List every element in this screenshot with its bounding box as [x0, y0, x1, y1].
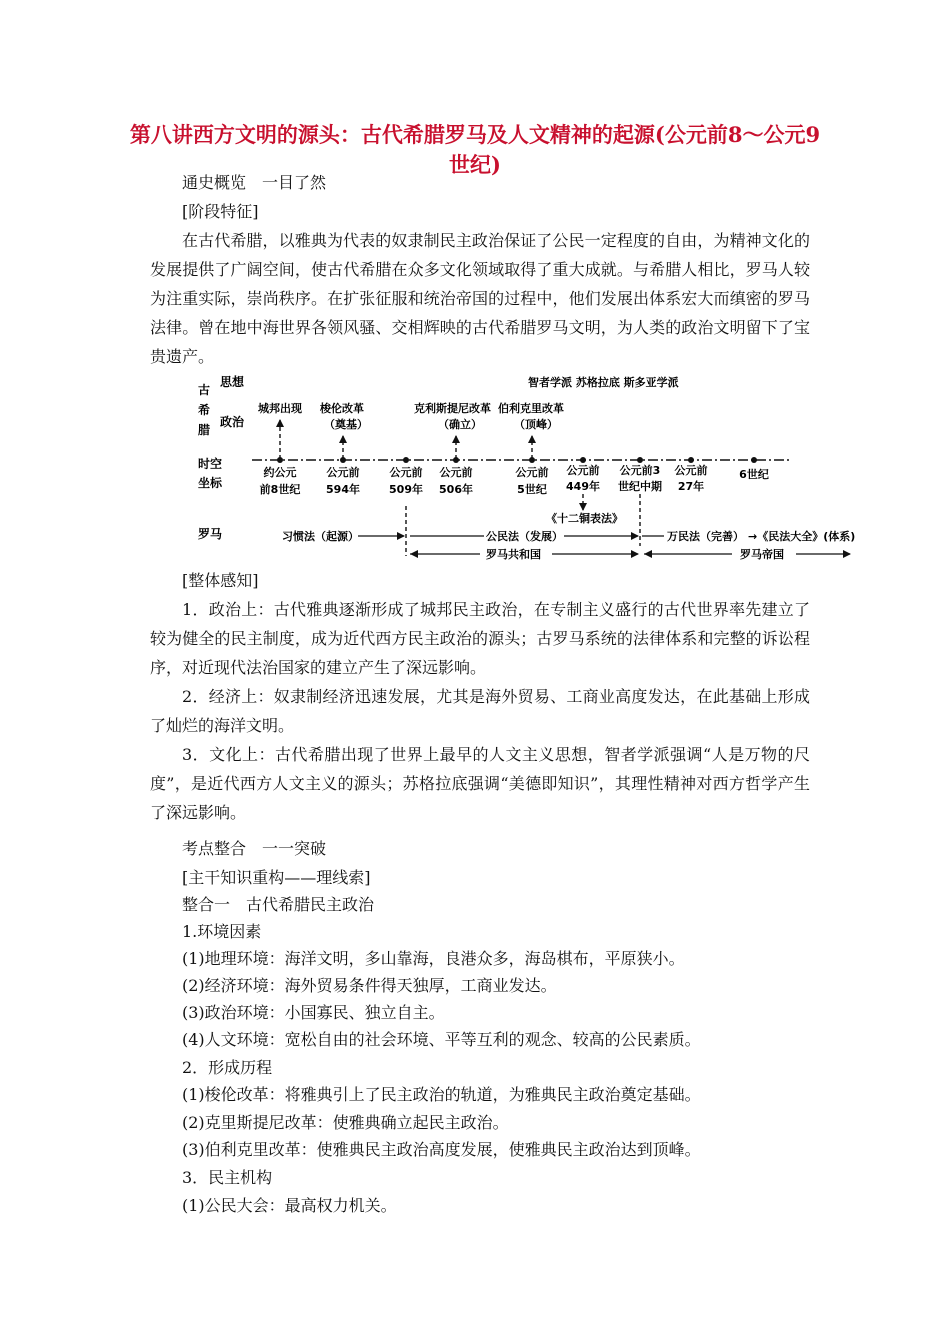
coord-row-label-1: 时空 — [198, 457, 223, 471]
date-label: 公元前 — [515, 466, 549, 479]
republic-label: 罗马共和国 — [486, 548, 541, 561]
event-cleisthenes: 克利斯提尼改革 — [414, 402, 491, 415]
date-label: 27年 — [677, 480, 705, 493]
twelve-tables-label: 《十二铜表法》 — [546, 512, 623, 525]
outline-item: 1.环境因素 — [182, 922, 262, 941]
politics-row-label: 政治 — [220, 415, 245, 429]
overall-heading: [整体感知] — [182, 571, 259, 590]
date-label: 世纪中期 — [618, 480, 662, 493]
empire-label: 罗马帝国 — [740, 548, 784, 561]
overall-item-1: 1．政治上：古代雅典逐渐形成了城邦民主政治，在专制主义盛行的古代世界率先建立了较为健全的民主制度，成为近代西方民主政治的源头；古罗马系统的法律体系和完整的诉讼程序，对近现代法治国家的建立产生了深远影响。 — [150, 600, 810, 677]
greece-char-3: 腊 — [198, 423, 211, 437]
thought-schools: 智者学派 苏格拉底 斯多亚学派 — [528, 376, 679, 389]
stage-paragraph: 在古代希腊，以雅典为代表的奴隶制民主政治保证了公民一定程度的自由，为精神文化的发展提供了广阔空间，使古代希腊在众多文化领域取得了重大成就。与希腊人相比，罗马人较为注重实际，崇尚秩序。在扩张征服和统治帝国的过程中，他们发展出体系宏大而缜密的罗马法律。曾在地中海世界各领风骚、交相辉映的古代希腊罗马文明，为人类的政治文明留下了宝贵遗产。 — [150, 231, 810, 366]
date-label: 公元前 — [326, 466, 360, 479]
outline-item: (3)伯利克里改革：使雅典民主政治高度发展，使雅典民主政治达到顶峰。 — [182, 1140, 701, 1159]
outline-item: (1)梭伦改革：将雅典引上了民主政治的轨道，为雅典民主政治奠定基础。 — [182, 1085, 701, 1104]
date-label: 公元前 — [439, 466, 473, 479]
date-label: 前8世纪 — [259, 483, 301, 496]
thought-row-label: 思想 — [220, 375, 245, 389]
event-cleisthenes-note: （确立） — [438, 418, 482, 431]
coord-row-label-2: 坐标 — [198, 476, 223, 490]
date-label: 公元前 — [674, 464, 708, 477]
outline-item: 3．民主机构 — [182, 1168, 273, 1187]
date-label: 509年 — [389, 483, 423, 496]
date-label: 506年 — [439, 483, 473, 496]
outline-item: (1)地理环境：海洋文明，多山靠海，良港众多，海岛棋布，平原狭小。 — [182, 949, 685, 968]
overall-item-2: 2．经济上：奴隶制经济迅速发展，尤其是海外贸易、工商业高度发达，在此基础上形成了灿烂的海洋文明。 — [150, 687, 810, 735]
greece-char-1: 古 — [198, 383, 211, 397]
event-city-state: 城邦出现 — [258, 402, 302, 415]
event-pericles: 伯利克里改革 — [498, 402, 564, 415]
topic-heading: 整合一 古代希腊民主政治 — [182, 895, 375, 914]
outline-item: (3)政治环境：小国寡民、独立自主。 — [182, 1003, 445, 1022]
date-label: 6世纪 — [739, 468, 769, 481]
date-label: 公元前3 — [619, 464, 661, 477]
outline-item: (1)公民大会：最高权力机关。 — [182, 1196, 397, 1215]
date-label: 5世纪 — [517, 483, 547, 496]
outline-item: 2．形成历程 — [182, 1058, 273, 1077]
date-label: 约公元 — [263, 466, 297, 479]
date-label: 449年 — [566, 480, 600, 493]
greece-char-2: 希 — [198, 403, 211, 417]
overview-heading: 通史概览 一目了然 — [182, 173, 327, 192]
date-label: 公元前 — [566, 464, 600, 477]
custom-law-label: 习惯法（起源） — [282, 530, 359, 543]
overall-item-3: 3．文化上：古代希腊出现了世界上最早的人文主义思想，智者学派强调“人是万物的尺度”，是近代西方人文主义的源头；苏格拉底强调“美德即知识”，其理性精神对西方哲学产生了深远影响。 — [150, 745, 810, 822]
section-heading: 考点整合 一一突破 — [182, 839, 327, 858]
page-title: 第八讲西方文明的源头：古代希腊罗马及人文精神的起源(公元前8～公元9世纪) — [129, 122, 821, 177]
timeline-svg — [180, 370, 860, 570]
event-pericles-note: （顶峰） — [514, 418, 558, 431]
outline-item: (4)人文环境：宽松自由的社会环境、平等互利的观念、较高的公民素质。 — [182, 1030, 701, 1049]
corpus-label: →《民法大全》(体系) — [748, 530, 856, 543]
subsection-heading: [主干知识重构——理线索] — [182, 868, 371, 887]
date-label: 594年 — [326, 483, 360, 496]
outline-item: (2)克里斯提尼改革：使雅典确立起民主政治。 — [182, 1113, 509, 1132]
date-label: 公元前 — [389, 466, 423, 479]
event-solon: 梭伦改革 — [320, 402, 364, 415]
ius-gentium-label: 万民法（完善） — [667, 530, 744, 543]
citizen-law-label: 公民法（发展） — [486, 530, 563, 543]
event-solon-note: （奠基） — [324, 418, 368, 431]
timeline-diagram — [180, 370, 860, 570]
rome-row-label: 罗马 — [198, 527, 223, 541]
stage-heading: [阶段特征] — [182, 202, 259, 221]
outline-item: (2)经济环境：海外贸易条件得天独厚，工商业发达。 — [182, 976, 557, 995]
